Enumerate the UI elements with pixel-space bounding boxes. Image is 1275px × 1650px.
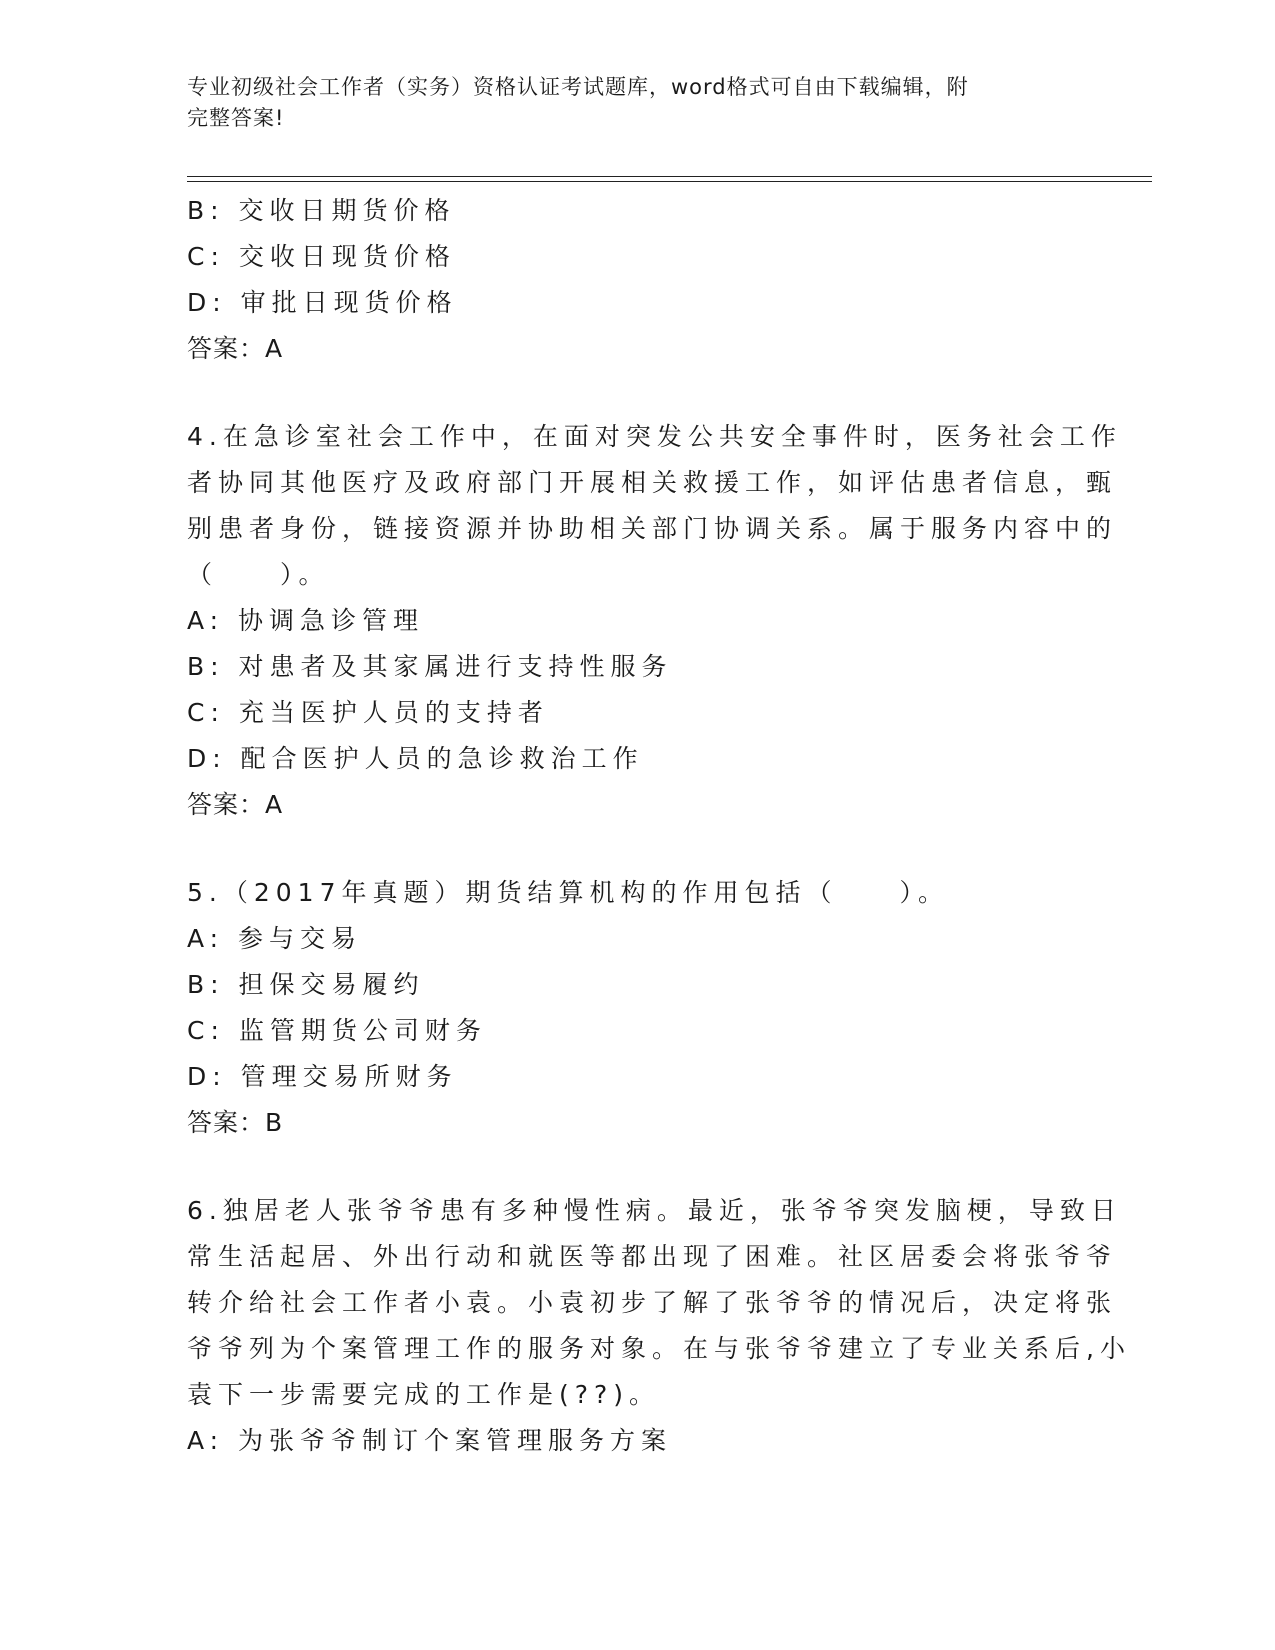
question-stem-line: 转介给社会工作者小袁。小袁初步了解了张爷爷的情况后，决定将张 — [187, 1288, 1118, 1317]
question-4 — [187, 414, 1122, 828]
option-c: C: 交收日现货价格 — [187, 242, 456, 271]
question-6 — [187, 1188, 1131, 1464]
option-a: A: 为张爷爷制订个案管理服务方案 — [187, 1426, 673, 1455]
option-c: C: 监管期货公司财务 — [187, 1016, 487, 1045]
answer: 答案：A — [187, 334, 284, 363]
question-3 — [187, 188, 1077, 372]
document-header — [187, 72, 1067, 134]
option-a: A: 协调急诊管理 — [187, 606, 425, 635]
option-a: A: 参与交易 — [187, 924, 363, 953]
question-stem-line: 爷爷列为个案管理工作的服务对象。在与张爷爷建立了专业关系后,小 — [187, 1334, 1131, 1363]
header-line-1: 专业初级社会工作者（实务）资格认证考试题库，word格式可自由下载编辑，附 — [187, 75, 969, 99]
answer: 答案：A — [187, 790, 284, 819]
question-stem-line: 4.在急诊室社会工作中，在面对突发公共安全事件时，医务社会工作 — [187, 422, 1122, 451]
question-stem-line: 6.独居老人张爷爷患有多种慢性病。最近，张爷爷突发脑梗，导致日 — [187, 1196, 1122, 1225]
question-stem-line: 袁下一步需要完成的工作是(??)。 — [187, 1380, 661, 1409]
option-b: B: 对患者及其家属进行支持性服务 — [187, 652, 673, 681]
header-divider-bottom — [187, 181, 1152, 182]
option-d: D: 配合医护人员的急诊救治工作 — [187, 744, 644, 773]
header-line-2: 完整答案! — [187, 106, 285, 130]
option-b: B: 担保交易履约 — [187, 970, 425, 999]
question-stem-line: 别患者身份，链接资源并协助相关部门协调关系。属于服务内容中的 — [187, 514, 1118, 543]
question-stem-line: （ ）。 — [187, 560, 330, 589]
answer: 答案：B — [187, 1108, 284, 1137]
question-5 — [187, 870, 1077, 1146]
question-stem-line: 5.（2017年真题）期货结算机构的作用包括（ ）。 — [187, 878, 949, 907]
option-b: B: 交收日期货价格 — [187, 196, 456, 225]
question-stem-line: 常生活起居、外出行动和就医等都出现了困难。社区居委会将张爷爷 — [187, 1242, 1118, 1271]
question-list — [187, 188, 1131, 1464]
option-c: C: 充当医护人员的支持者 — [187, 698, 549, 727]
question-stem-line: 者协同其他医疗及政府部门开展相关救援工作，如评估患者信息，甄 — [187, 468, 1118, 497]
option-d: D: 管理交易所财务 — [187, 1062, 458, 1091]
option-d: D: 审批日现货价格 — [187, 288, 458, 317]
header-divider-top — [187, 176, 1152, 177]
